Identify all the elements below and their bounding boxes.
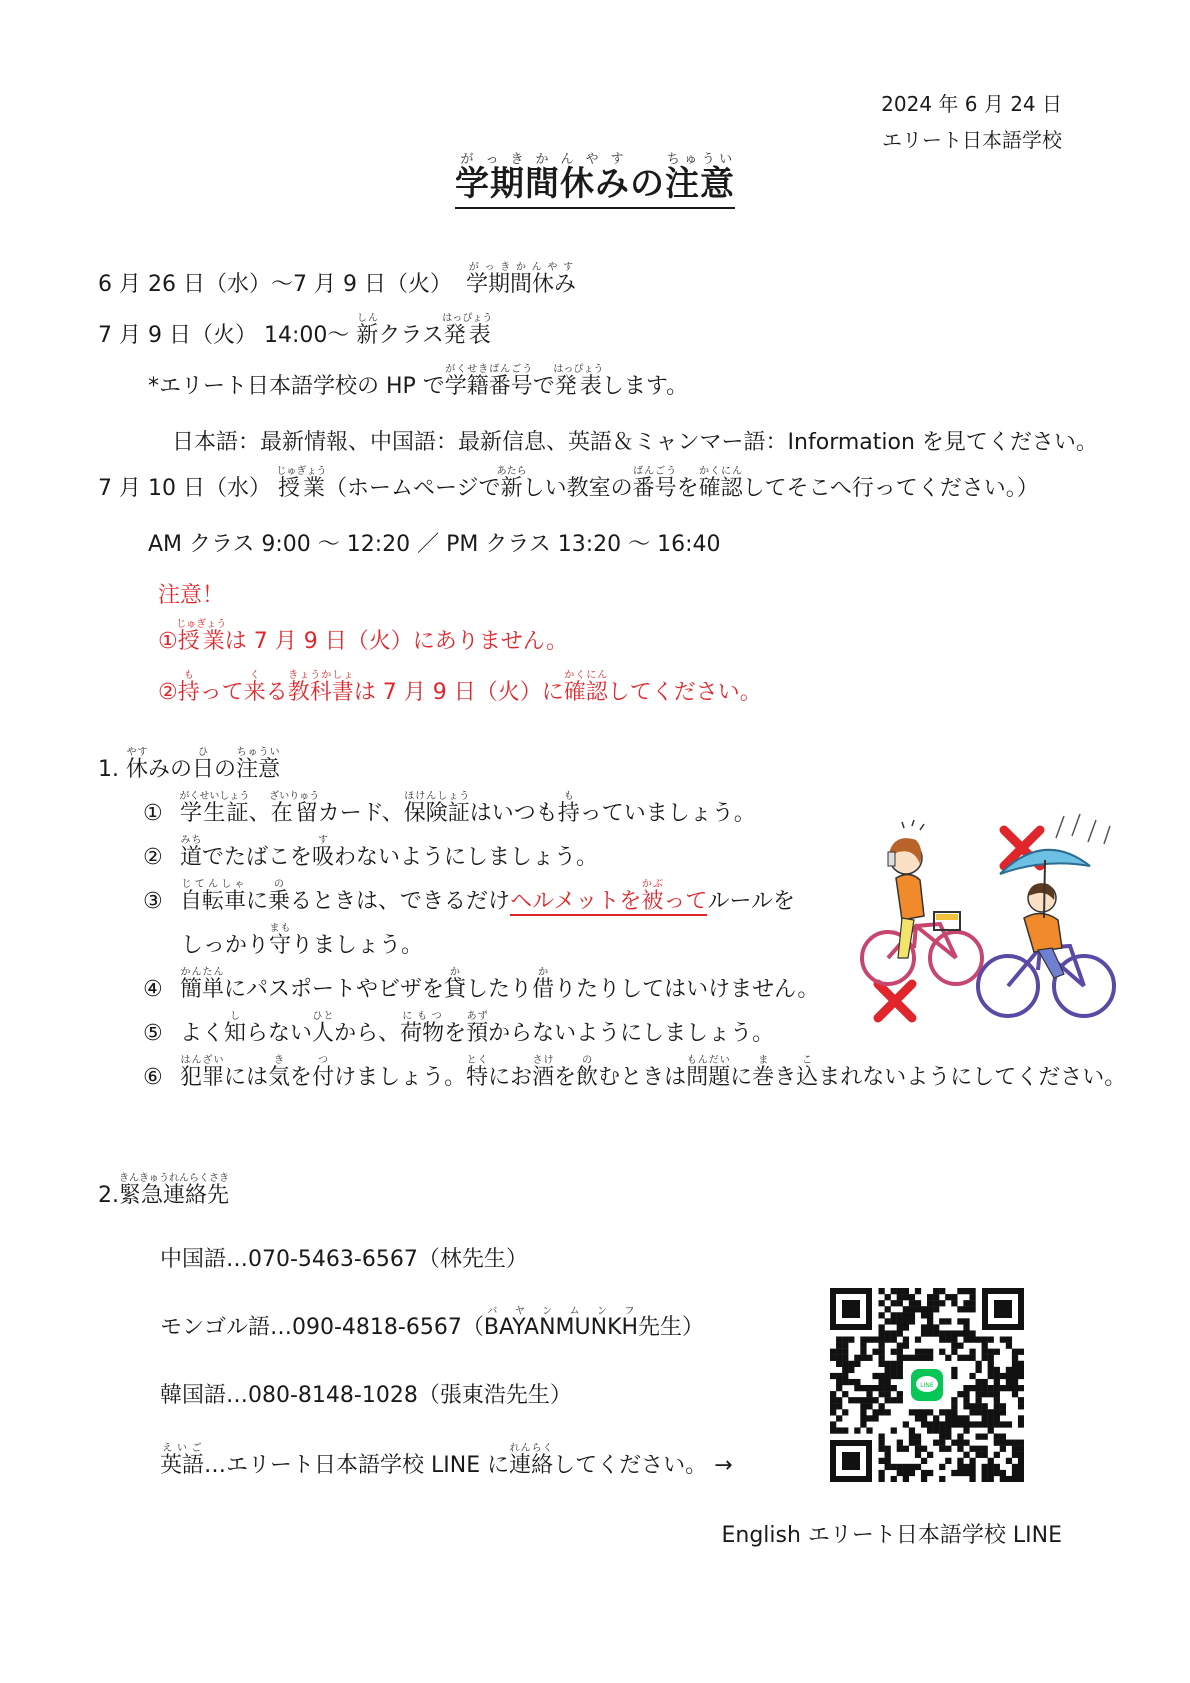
- schedule-line-break: 6 月 26 日（水）～7 月 9 日（火） 学期間休みがっきかんやす: [98, 262, 576, 297]
- finder-pattern: [830, 1440, 872, 1482]
- rule-item-2: ② 道みちでたばこを吸すわないようにしましょう。: [143, 835, 599, 870]
- boy-cyclist-drawing: [978, 814, 1114, 1016]
- warning-item-2: ②持もって来くる教科書きょうかしょは 7 月 9 日（火）に確認かくにんしてください。: [158, 670, 762, 705]
- rule-item-1: ① 学生証がくせいしょう、在留ざいりゅうカード、保険証ほけんしょうはいつも持もっていましょう。: [143, 791, 756, 826]
- finder-pattern: [830, 1288, 872, 1330]
- qr-code-icon[interactable]: [830, 1288, 1024, 1482]
- page-title: 学期間休みがっきかんやすの注意ちゅうい: [455, 152, 735, 209]
- contact-english: 英語えいご…エリート日本語学校 LINE に連絡れんらくしてください。 →: [160, 1443, 733, 1478]
- announce-note: *エリート日本語学校の HP で学籍番号がくせきばんごうで発表はっぴょうします。: [148, 364, 689, 399]
- line-logo-label: LINE: [920, 1382, 934, 1389]
- bicycle-illustration: [858, 808, 1130, 1046]
- contact-mongolian: モンゴル語…090-4818-6567（BAYANMUNKHバ ヤ ン ム ン フ先生）: [160, 1306, 705, 1340]
- cross-mark-icon: [878, 984, 912, 1018]
- school-name: エリート日本語学校: [882, 128, 1062, 152]
- warning-heading: 注意！: [158, 583, 225, 608]
- warning-item-1: ①授業じゅぎょうは 7 月 9 日（火）にありません。: [158, 619, 569, 654]
- section-2-heading: 2.緊急連絡先きんきゅうれんらくさき: [98, 1173, 230, 1208]
- language-info-note: 日本語：最新情報、中国語：最新信息、英語＆ミャンマー語：Information を見てください。: [172, 430, 1098, 455]
- rule-item-4: ④ 簡単かんたんにパスポートやビザを貸かしたり借かりたりしてはいけません。: [143, 967, 820, 1002]
- schedule-line-classes: 7 月 10 日（水） 授業じゅぎょう（ホームページで新あたらしい教室の番号ばんごうを確認かくにんしてそこへ行ってください。）: [98, 466, 1039, 501]
- title-container: [0, 152, 1190, 209]
- line-logo-icon: [908, 1366, 946, 1404]
- rule-item-5: ⑤ よく知しらない人ひとから、荷物にもつを預あずからないようにしましょう。: [143, 1011, 775, 1046]
- class-times: AM クラス 9:00 ～ 12:20 ／ PM クラス 13:20 ～ 16:40: [148, 532, 721, 557]
- footer-label: English エリート日本語学校 LINE: [721, 1523, 1062, 1548]
- rule-item-3-continued: しっかり守まもりましょう。: [181, 923, 424, 958]
- section-1-heading: 1. 休やすみの日ひの注意ちゅうい: [98, 747, 281, 782]
- contact-chinese: 中国語…070-5463-6567（林先生）: [160, 1247, 528, 1272]
- finder-pattern: [982, 1288, 1024, 1330]
- girl-cyclist-drawing: [862, 820, 982, 984]
- schedule-line-announce: 7 月 9 日（火） 14:00～ 新しんクラス発表はっぴょう: [98, 313, 493, 348]
- contact-korean: 韓国語…080-8148-1028（張東浩先生）: [160, 1383, 572, 1408]
- document-date: 2024 年 6 月 24 日: [881, 92, 1062, 116]
- rule-item-3: ③ 自転車じてんしゃに乗のるときは、できるだけヘルメットを被かぶってルールを: [143, 879, 795, 914]
- helmet-emphasis: ヘルメットを被かぶって: [510, 879, 708, 914]
- rule-item-6: ⑥ 犯罪はんざいには気きを付つけましょう。特とくにお酒さけを飲のむときは問題もんだいに巻まき込こまれないようにしてください。: [143, 1055, 1127, 1090]
